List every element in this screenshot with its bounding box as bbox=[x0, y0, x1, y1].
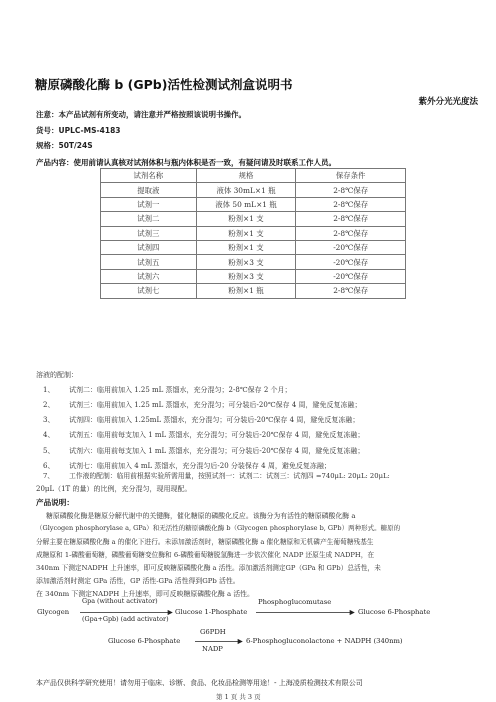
description-line: 糖原磷酸化酶是糖原分解代谢中的关键酶，催化糖原的磷酸化反应。该酶分为有活性的糖原磷酸化酶 a bbox=[46, 512, 356, 520]
step-number: 3、 bbox=[43, 416, 55, 424]
table-cell: 液体 30mL×1 瓶 bbox=[196, 183, 296, 197]
table-header-cell: 保存条件 bbox=[296, 169, 406, 183]
table-cell: 试剂六 bbox=[101, 269, 197, 283]
table-cell: 试剂七 bbox=[101, 284, 197, 298]
step-number: 4、 bbox=[43, 431, 55, 439]
table-cell: -20℃保存 bbox=[296, 240, 406, 254]
step-text: 试剂六：临用前每支加入 1 mL 蒸馏水，充分混匀；可分装后-20℃保存 4 周，避免反复冻融； bbox=[69, 447, 365, 455]
table-cell: 试剂二 bbox=[101, 212, 197, 226]
reaction1-arrowhead-2 bbox=[350, 611, 354, 615]
description-line: 成糖原和 1-磷酸葡萄糖，磷酸葡萄糖变位酶和 6-磷酸葡萄糖脱氢酶进一步依次催化 NADP 还原生成 NADPH，在 bbox=[36, 551, 375, 559]
table-cell: 粉剂×3 支 bbox=[196, 255, 296, 269]
contents-line: 产品内容：使用前请认真核对试剂体积与瓶内体积是否一致，有疑问请及时联系工作人员。 bbox=[36, 158, 336, 167]
notice-line: 注意：本产品试剂有所变动，请注意并严格按照该说明书操作。 bbox=[36, 110, 246, 119]
table-cell: 提取液 bbox=[101, 183, 197, 197]
description-line: （Glycogen phosphorylase a, GPa）和无活性的糖原磷酸化酶 b（Glycogen phosphorylase b, GPb）两种形式。糖原的 bbox=[36, 524, 401, 532]
step-number: 5、 bbox=[43, 447, 55, 455]
prep-title: 溶液的配制： bbox=[36, 371, 78, 379]
table-cell: 2-8℃保存 bbox=[296, 212, 406, 226]
table-cell: -20℃保存 bbox=[296, 255, 406, 269]
step-text: 试剂七：临用前加入 4 mL 蒸馏水，充分混匀后-20 分装保存 4 周，避免反复冻融； bbox=[69, 462, 331, 470]
table-cell: -20℃保存 bbox=[296, 269, 406, 283]
table-header-cell: 规格 bbox=[196, 169, 296, 183]
table-cell: 粉剂×1 支 bbox=[196, 226, 296, 240]
step-number: 1、 bbox=[43, 386, 55, 394]
step-number: 2、 bbox=[43, 401, 55, 409]
table-cell: 液体 50 mL×1 瓶 bbox=[196, 197, 296, 211]
table-cell: 粉剂×1 支 bbox=[196, 212, 296, 226]
reaction2-arrowhead bbox=[238, 640, 242, 644]
description-title: 产品说明： bbox=[36, 498, 74, 507]
step-text: 试剂五：临用前每支加入 1 mL 蒸馏水，充分混匀；可分装后-20℃保存 4 周，避免反复冻融； bbox=[69, 431, 365, 439]
table-cell: 试剂一 bbox=[101, 197, 197, 211]
step-number: 6、 bbox=[43, 462, 55, 470]
description-line: 添加激活剂时测定 GPa 活性，GP 活性-GPa 活性得到GPb 活性。 bbox=[36, 577, 240, 585]
page-number: 第 1 页 共 3 页 bbox=[216, 693, 261, 701]
reaction1-enzyme-below: (Gpa+Gpb) (add activator) bbox=[82, 615, 169, 623]
table-cell: 2-8℃保存 bbox=[296, 284, 406, 298]
reaction1-product: Glucose 6-Phosphate bbox=[358, 608, 431, 616]
table-cell: 粉剂×1 瓶 bbox=[196, 284, 296, 298]
table-cell: 试剂四 bbox=[101, 240, 197, 254]
step-text: 试剂二：临用前加入 1.25 mL 蒸馏水，充分混匀；2-8℃保存 2 个月； bbox=[69, 386, 292, 394]
table-cell: 2-8℃保存 bbox=[296, 226, 406, 240]
reaction1-arrowhead-1 bbox=[168, 611, 172, 615]
step-text: 工作液的配制：临用前根据实验所需用量，按照试剂一：试剂二：试剂三：试剂四 =740μL: 20μL: 20μL: bbox=[69, 472, 390, 480]
reaction2-product: 6-Phosphogluconolactone + NADPH (340nm) bbox=[246, 637, 403, 645]
description-line: 在 340nm 下测定NADPH 上升速率，即可反映糖原磷酸化酶 a 活性。 bbox=[36, 590, 254, 598]
footer-disclaimer: 本产品仅供科学研究使用！请勿用于临床、诊断、食品、化妆品检测等用途！- 上海凌质检测技术有限公司 bbox=[36, 679, 363, 687]
description-line: 340nm 下测定NADPH 上升速率，即可反映糖原磷酸化酶 a 活性。添加激活剂测定GP（GPa 和 GPb）总活性，未 bbox=[36, 564, 381, 572]
reaction1-substrate: Glycogen bbox=[37, 608, 70, 616]
step-text: 试剂四：临用前加入 1.25mL 蒸馏水，充分混匀；可分装后-20℃保存 4 周，避免反复冻融； bbox=[69, 416, 360, 424]
reaction1-intermediate: Glucose 1-Phosphate bbox=[175, 608, 248, 616]
reaction1-enzyme-above: Gpa (without activator) bbox=[82, 597, 158, 605]
catalog-number: 货号：UPLC-MS-4183 bbox=[36, 126, 121, 135]
table-cell: 试剂五 bbox=[101, 255, 197, 269]
table-cell: 粉剂×1 支 bbox=[196, 240, 296, 254]
description-line: 分解主要在糖原磷酸化酶 a 的催化下进行。未添加激活剂时，糖原磷酸化酶 a 催化糖原和无机磷产生葡萄糖残基生 bbox=[36, 538, 374, 546]
step-text: 试剂三：临用前加入 1.25 mL 蒸馏水，充分混匀；可分装后-20℃保存 4 周，避免反复冻融； bbox=[69, 401, 362, 409]
table-cell: 2-8℃保存 bbox=[296, 183, 406, 197]
table-cell: 2-8℃保存 bbox=[296, 197, 406, 211]
reaction2-enzyme: G6PDH bbox=[200, 628, 226, 636]
kit-spec: 规格：50T/24S bbox=[36, 141, 93, 150]
step-number: 7、 bbox=[43, 472, 55, 480]
reaction2-cofactor: NADP bbox=[202, 645, 223, 653]
table-header-cell: 试剂名称 bbox=[101, 169, 197, 183]
reaction2-substrate: Glucose 6-Phosphate bbox=[108, 637, 181, 645]
table-cell: 粉剂×3 支 bbox=[196, 269, 296, 283]
method-label: 紫外分光光度法 bbox=[418, 97, 478, 107]
prep-step-continued: 20μL（1T 的量）的比例，充分混匀，现用现配。 bbox=[36, 485, 192, 493]
reaction1-enzyme-2: Phosphoglucomutase bbox=[258, 598, 332, 606]
document-title: 糖原磷酸化酶 b (GPb)活性检测试剂盒说明书 bbox=[35, 77, 293, 92]
table-cell: 试剂三 bbox=[101, 226, 197, 240]
